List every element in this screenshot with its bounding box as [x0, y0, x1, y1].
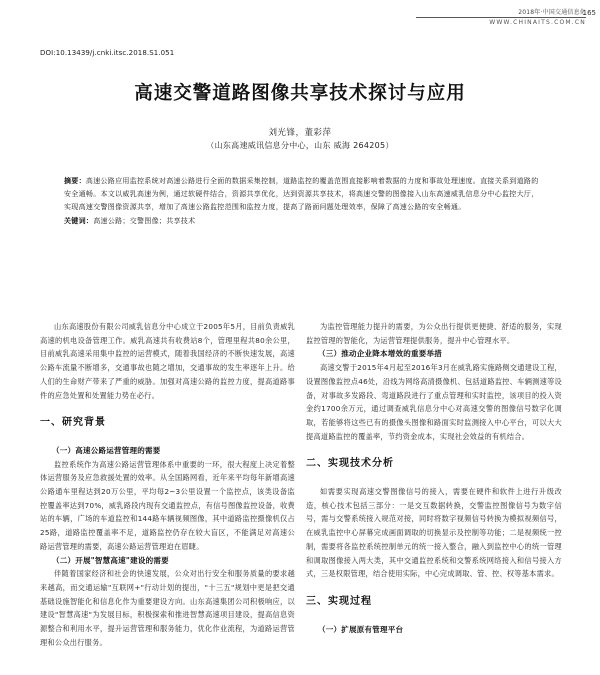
- body-paragraph: 为监控管理能力提升的需要，为公众出行提供更便捷、舒适的服务，实现监控管理的智能化，为运营管理提供服务，提升中心管理水平。: [306, 322, 562, 345]
- subsection-heading: （一）扩展原有管理平台: [318, 624, 404, 634]
- block-spacer: [40, 430, 295, 444]
- abstract-text: 高速公路应用监控系统对高速公路进行全面的数据采集控制，道路监控的覆盖范围直接影响着数据的力度和事故处理速度。直接关系到道路的安全通畅。本文以威乳高速为例，通过软硬件结合，资源共享优化，达到资源共享技术，将高速交警的图像接入山东高速威乳信息分中心监控大厅，实现高速交警图像资源共享，增加了高速公路监控范围和监控力度，提高了路面问题处理效率，保障了高速公路的安全畅通。: [64, 177, 539, 211]
- block-spacer: [40, 402, 295, 416]
- article-title: 高速交警道路图像共享技术探讨与应用: [134, 83, 466, 104]
- body-column-left: [40, 320, 295, 649]
- abstract-label: 摘要：: [64, 177, 86, 185]
- section-heading: 一、研究背景: [40, 417, 106, 429]
- keywords-text: 高速公路；交警图像；共享技术: [93, 217, 196, 225]
- body-paragraph: 监控系统作为高速公路运营管理体系中重要的一环，很大程度上决定着整体运营服务及应急救援处置的效率。从全国路网看，近年来平均每年新增高速公路通车里程达到20万公里，平均每2~3公里设置一个监控点，该类设备监控覆盖率达到70%，威乳路段内现有交通监控点，有信号图像监控设备，收费站的车辆，广场的车道监控和144路车辆视频图像，其中道路监控摄像机仅占25路，道路监控覆盖率不足，道路监控仍存在较大盲区，不能满足对高速公路运营管理的需要，高速公路运营管理迫在眉睫。: [40, 459, 295, 551]
- keywords-label: 关键词：: [64, 217, 94, 225]
- running-header: [416, 7, 586, 26]
- article-affiliation: （山东高速威讯信息分中心，山东 威海 264205）: [206, 141, 394, 150]
- abstract: [64, 175, 542, 214]
- body-paragraph: 伴随着国家经济和社会的快速发展，公众对出行安全和服务质量的要求越来越高，而交通运输"互联网+"行动计划的提出，"十三五"规划中更是把交通基础设施智能化和信息化作为重要建设方向。山东高速集团公司积极响应，以建设"智慧高速"为发展目标，积极探索和推进智慧高速项目建设，提高信息资源整合和利用水平，提升运营管理和服务能力，优化作业流程，为道路运营管理和公众出行服务。: [40, 569, 295, 647]
- page-number: 165: [582, 9, 596, 17]
- body-paragraph: 如需要实现高速交警图像信号的接入，需要在硬件和软件上进行升级改造，核心技术包括三部分：一是交互数据转换，交警监控图像信号为数字信号，需与交警系统接入规范对接，同时将数字视频信号转换为模拟视频信号，在威乳监控中心屏幕完成画面调取的切换显示及控制等功能；二是视频统一控制，需要将各监控系统控制单元的统一接入整合，融入到监控中心的统一管理和调取图像接入两大类，其中交通监控系统和交警系统网络接入和信号接入方式，三是权限管理，结合使用实际，中心完成调取、管、控、权等基本需求。: [306, 487, 562, 579]
- article-authors: 刘光锋，董彩萍: [268, 128, 332, 138]
- block-spacer: [306, 609, 562, 623]
- journal-url[interactable]: WWW.CHINAITS.COM.CN: [489, 19, 586, 26]
- section-heading: 二、实现技术分析: [306, 458, 394, 470]
- keywords: [64, 216, 542, 226]
- subsection-heading: （二）开展"智慧高速"建设的需要: [52, 555, 169, 565]
- section-heading: 三、实现过程: [306, 595, 372, 607]
- block-spacer: [306, 471, 562, 485]
- body-paragraph: 山东高速股份有限公司威乳信息分中心成立于2005年5月，目前负责威乳高速的机电设备管理工作。威乳高速共有收费站8个，管理里程共80余公里，目前威乳高速采用集中监控的运营模式，随着我国经济的不断快速发展，高速公路车流量不断增多，交通事故也随之增加，交通事故的发生率逐年上升。给人们的生命财产带来了严重的威胁。加强对高速公路的监控力度，提高道路事件的应急处置和处置能力势在必行。: [40, 322, 295, 400]
- block-spacer: [306, 443, 562, 457]
- subsection-heading: （一）高速公路运营管理的需要: [52, 445, 161, 455]
- body-paragraph: 高速交警于2015年4月起至2016年3月在威乳路实施路侧交通建设工程，设置图像监控点46处，沿线为网络高清摄像机、包括道路监控、车辆测速等设备，对事故多发路段、弯道路段进行了重点管理和实时监控，该项目的投入资金约1700余万元，通过调查威乳信息分中心对高速交警的图像信号数字化调取，若能够将这些已有的摄像头图像和路面实时监测接入中心平台，可以大大提高道路监控的覆盖率，节约资金成本，实现社会效益的有机结合。: [306, 363, 562, 441]
- journal-name: 2018年·中国交通信息化: [416, 7, 586, 18]
- doi: DOI:10.13439/j.cnki.itsc.2018.S1.051: [40, 49, 175, 57]
- block-spacer: [306, 581, 562, 595]
- body-column-right: [306, 320, 562, 636]
- subsection-heading: （三）推动企业降本增效的重要举措: [318, 349, 442, 359]
